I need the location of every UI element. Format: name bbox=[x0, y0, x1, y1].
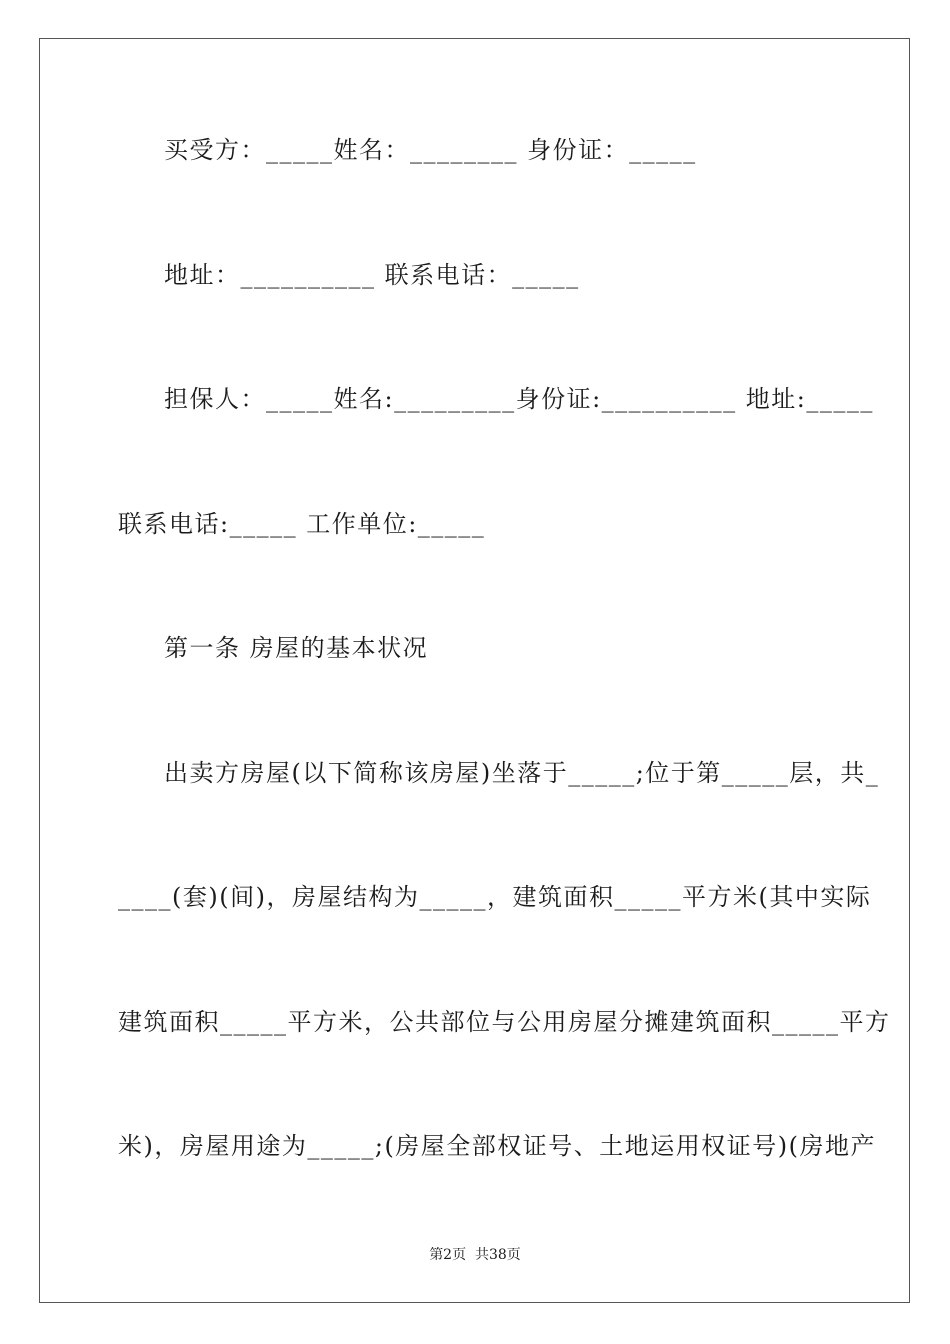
buyer-address-line: 地址：__________ 联系电话：_____ bbox=[164, 261, 580, 289]
article-text-line-3: 建筑面积_____平方米，公共部位与公用房屋分摊建筑面积_____平方 bbox=[118, 1008, 891, 1036]
article-text-line-4: 米)，房屋用途为_____;(房屋全部权证号、土地运用权证号)(房地产 bbox=[118, 1132, 877, 1160]
article-title: 第一条 房屋的基本状况 bbox=[164, 634, 429, 662]
guarantor-contact-line: 联系电话:_____ 工作单位:_____ bbox=[118, 510, 486, 538]
guarantor-line: 担保人：_____姓名:_________身份证:__________ 地址:_____ bbox=[164, 385, 874, 413]
page-border bbox=[39, 38, 910, 1303]
article-text-line-1: 出卖方房屋(以下简称该房屋)坐落于_____;位于第_____层，共_ bbox=[164, 759, 880, 787]
article-text-line-2: ____(套)(间)，房屋结构为_____，建筑面积_____平方米(其中实际 bbox=[118, 883, 872, 911]
buyer-line: 买受方：_____姓名：________ 身份证：_____ bbox=[164, 136, 697, 164]
page-number-footer: 第2页 共38页 bbox=[429, 1247, 521, 1263]
